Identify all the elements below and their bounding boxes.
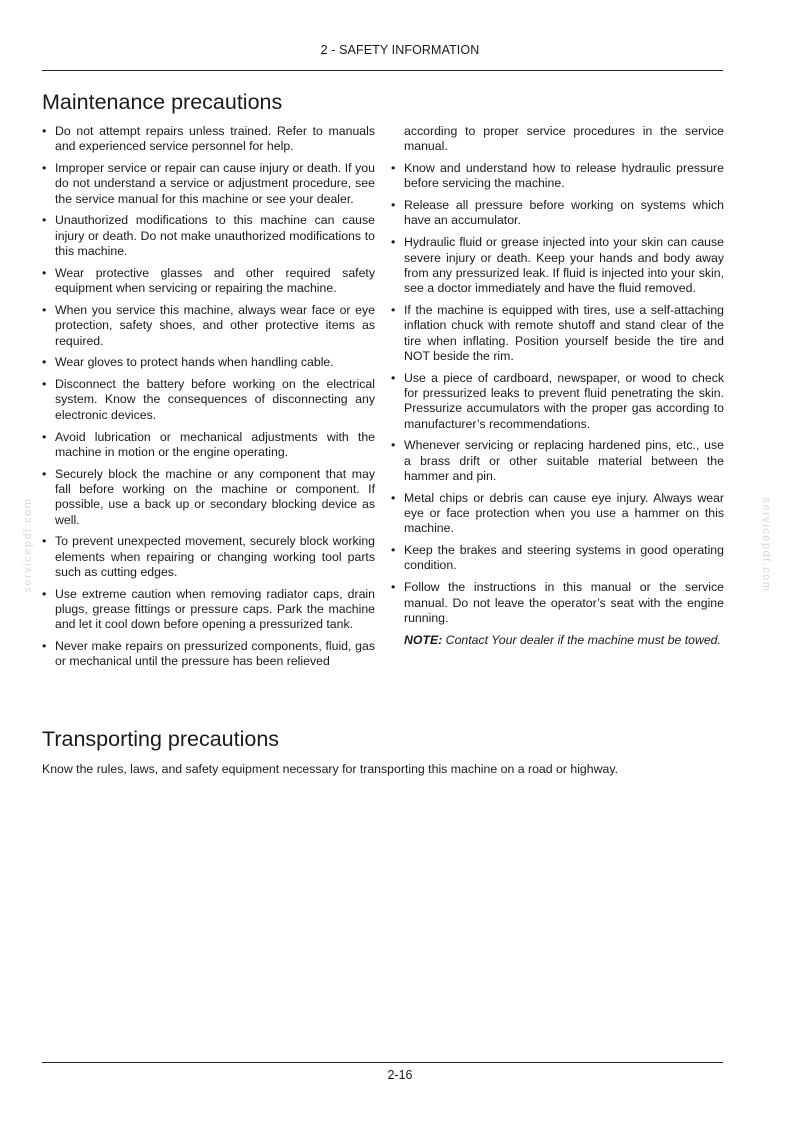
list-item [42, 355, 375, 370]
list-item [391, 161, 724, 192]
bullet-icon: • [42, 429, 47, 444]
list-item [42, 213, 375, 259]
list-item [391, 235, 724, 296]
bullet-icon: • [391, 235, 396, 250]
bullet-icon: • [42, 302, 47, 317]
header-title: 2 - SAFETY INFORMATION [320, 43, 480, 57]
list-item-text: If the machine is equipped with tires, use a self-attaching inflation chuck with remote shutoff and stand clear of the tire when inflating. Position yourself beside the tire and NOT beside the rim. [404, 302, 724, 363]
list-item [391, 303, 724, 364]
list-item-text: Metal chips or debris can cause eye injury. Always wear eye or face protection when you use a hammer on this machine. [404, 490, 724, 536]
list-item [391, 371, 724, 432]
note-text: Contact Your dealer if the machine must be towed. [442, 632, 721, 647]
bullet-icon: • [391, 490, 396, 505]
bullet-icon: • [42, 586, 47, 601]
list-item-text: Securely block the machine or any component that may fall before working on the machine or component. If possible, use a back up or secondary blocking device as well. [55, 466, 375, 527]
right-bullet-list [391, 161, 724, 626]
list-item [42, 303, 375, 349]
bullet-icon: • [42, 265, 47, 280]
list-item-text: Never make repairs on pressurized components, fluid, gas or mechanical until the pressure has been relieved [55, 639, 375, 669]
watermark-left: servicepdf.com [22, 497, 34, 593]
list-item [391, 491, 724, 537]
bullet-icon: • [42, 466, 47, 481]
maintenance-heading: Maintenance precautions [42, 90, 283, 114]
list-item-text: Hydraulic fluid or grease injected into your skin can cause severe injury or death. Keep your hands and body away from any pressurized leak. If fluid is injected into your skin, see a doctor immediately and have the fluid removed. [404, 235, 724, 296]
list-item-text: Improper service or repair can cause injury or death. If you do not understand a service or adjustment procedure, see the service manual for this machine or see your dealer. [55, 161, 375, 206]
list-item-text: Keep the brakes and steering systems in good operating condition. [404, 543, 724, 573]
list-item [391, 543, 724, 574]
list-item [42, 161, 375, 207]
note [391, 633, 724, 648]
bullet-icon: • [42, 161, 47, 176]
list-item [42, 467, 375, 528]
right-column [391, 124, 724, 648]
list-item-text: Wear protective glasses and other required safety equipment when servicing or repairing the machine. [55, 265, 375, 296]
header-rule [42, 70, 723, 71]
list-item-text: Use extreme caution when removing radiator caps, drain plugs, grease fittings or pressure caps. Park the machine and let it cool down before opening a pressurized tank. [55, 586, 375, 632]
list-item-text: Know and understand how to release hydraulic pressure before servicing the machine. [404, 161, 724, 191]
list-item [42, 587, 375, 633]
list-item [42, 534, 375, 580]
list-item [42, 430, 375, 461]
list-item-text: Follow the instructions in this manual or the service manual. Do not leave the operator’s seat with the engine running. [404, 580, 724, 625]
bullet-icon: • [391, 198, 396, 213]
list-item-text: Release all pressure before working on systems which have an accumulator. [404, 198, 724, 228]
bullet-icon: • [42, 534, 47, 549]
watermark-right: servicepdf.com [760, 497, 772, 593]
transporting-heading: Transporting precautions [42, 727, 280, 751]
list-item-text: Whenever servicing or replacing hardened pins, etc., use a brass drift or other suitable material between the hammer and pin. [404, 438, 724, 483]
list-item [42, 377, 375, 423]
bullet-icon: • [391, 580, 396, 595]
note-label: NOTE: [404, 632, 443, 647]
transporting-text: Know the rules, laws, and safety equipment necessary for transporting this machine on a road or highway. [42, 762, 618, 776]
bullet-icon: • [42, 213, 47, 228]
bullet-icon: • [391, 302, 396, 317]
list-item [391, 198, 724, 229]
bullet-icon: • [391, 161, 396, 176]
bullet-icon: • [391, 370, 396, 385]
list-item [42, 124, 375, 155]
list-item-text: Avoid lubrication or mechanical adjustments with the machine in motion or the engine operating. [55, 429, 375, 459]
left-bullet-list [42, 124, 375, 670]
list-item-continuation: according to proper service procedures in the service manual. [404, 124, 724, 154]
page-number: 2-16 [387, 1068, 413, 1082]
list-item-text: Use a piece of cardboard, newspaper, or wood to check for pressurized leaks to prevent fluid penetrating the skin. Pressurize accumulators with the proper gas according to manufacturer’s recommendations. [404, 370, 724, 431]
bullet-icon: • [391, 438, 396, 453]
list-item-text: To prevent unexpected movement, securely block working elements when repairing or changing working tool parts such as cutting edges. [55, 534, 375, 579]
list-item [42, 639, 375, 670]
list-item-text: Disconnect the battery before working on the electrical system. Know the consequences of disconnecting any electronic devices. [55, 377, 375, 422]
list-item-text: Wear gloves to protect hands when handling cable. [55, 355, 334, 370]
list-item [391, 438, 724, 484]
list-item [391, 580, 724, 626]
bullet-icon: • [42, 377, 47, 392]
list-item-text: When you service this machine, always wear face or eye protection, safety shoes, and other protective items as required. [55, 302, 375, 348]
bullet-icon: • [42, 355, 47, 370]
left-column [42, 124, 375, 676]
bullet-icon: • [391, 543, 396, 558]
list-item [42, 266, 375, 297]
list-item-text: Do not attempt repairs unless trained. Refer to manuals and experienced service personnel for help. [55, 124, 375, 154]
bullet-icon: • [42, 124, 47, 138]
list-item-text: Unauthorized modifications to this machine can cause injury or death. Do not make unauthorized modifications to this machine. [55, 213, 375, 259]
footer-rule [42, 1062, 723, 1063]
bullet-icon: • [42, 639, 47, 654]
